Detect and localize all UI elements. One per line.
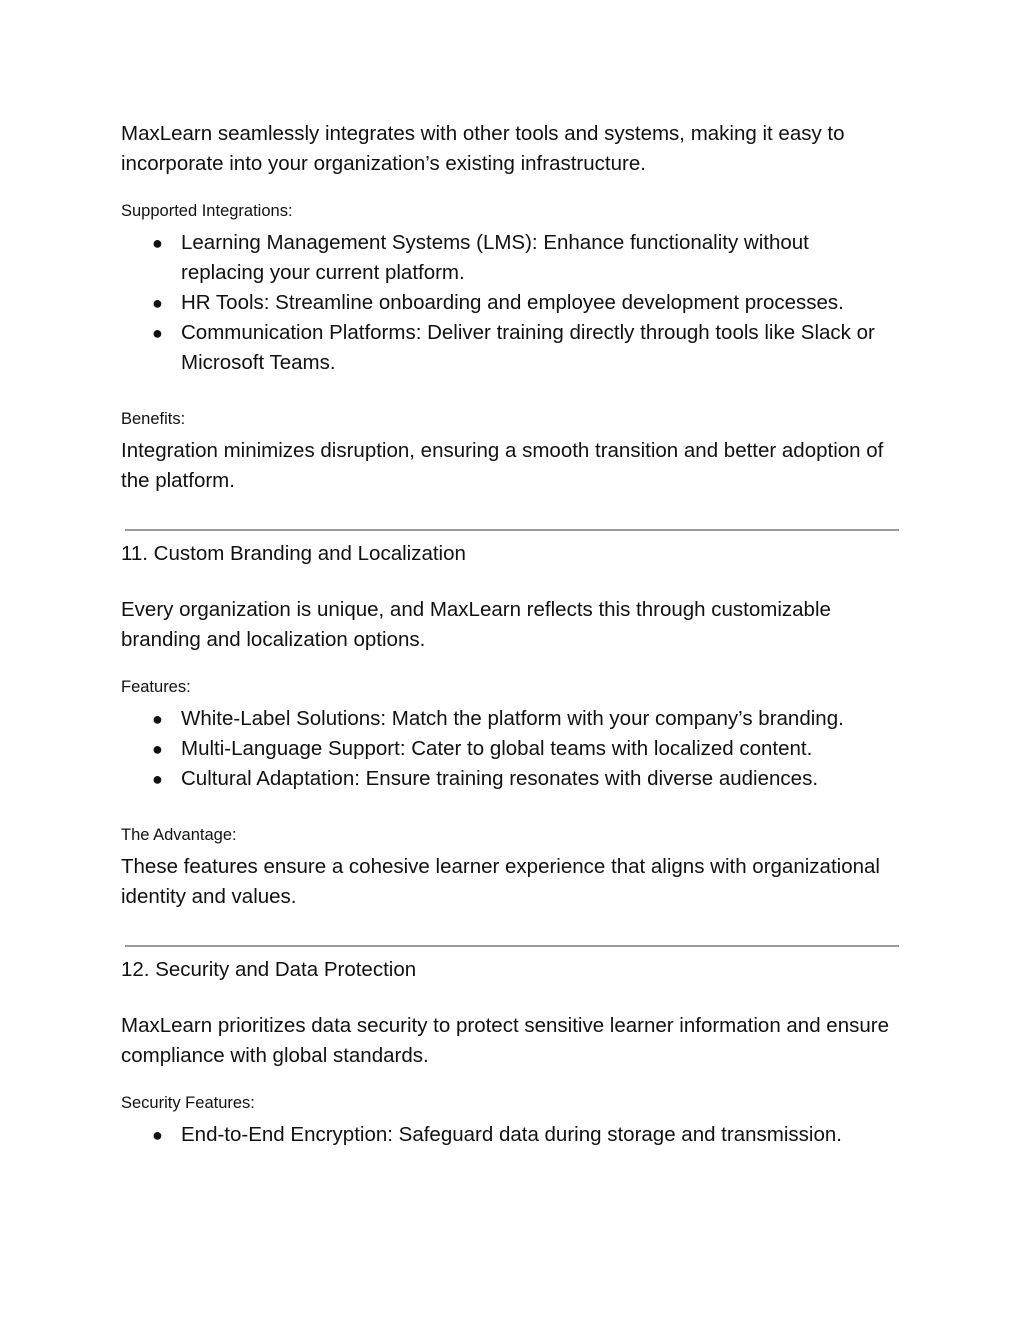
section-divider <box>125 945 899 947</box>
section-divider <box>125 529 899 531</box>
bullet-icon: ● <box>152 293 163 313</box>
features-label: Features: <box>121 678 191 696</box>
list-item <box>0 704 881 734</box>
benefits-paragraph: Integration minimizes disruption, ensuring a smooth transition and better adoption of the platform. <box>121 439 884 492</box>
advantage-label: The Advantage: <box>121 826 237 844</box>
advantage-paragraph: These features ensure a cohesive learner experience that aligns with organizational identity and values. <box>121 855 880 908</box>
list-item-text: HR Tools: Streamline onboarding and employee development processes. <box>181 291 844 314</box>
list-item <box>0 228 881 288</box>
bullet-icon: ● <box>152 233 163 253</box>
list-item <box>0 288 881 318</box>
bullet-icon: ● <box>152 1125 163 1145</box>
security-features-label: Security Features: <box>121 1094 255 1112</box>
integrations-list <box>0 228 1024 378</box>
branding-intro-paragraph: Every organization is unique, and MaxLearn reflects this through customizable branding and localization options. <box>121 598 831 651</box>
features-list <box>0 704 1024 794</box>
list-item <box>0 318 881 378</box>
section-heading-11: 11. Custom Branding and Localization <box>121 542 466 565</box>
security-intro-paragraph: MaxLearn prioritizes data security to protect sensitive learner information and ensure compliance with global standards. <box>121 1014 889 1067</box>
list-item-text: End-to-End Encryption: Safeguard data during storage and transmission. <box>181 1123 842 1146</box>
supported-integrations-label: Supported Integrations: <box>121 202 293 220</box>
bullet-icon: ● <box>152 769 163 789</box>
security-features-list <box>0 1120 1024 1150</box>
section-heading-12: 12. Security and Data Protection <box>121 958 417 981</box>
list-item-text: Communication Platforms: Deliver training directly through tools like Slack or Microsoft Teams. <box>181 321 875 374</box>
list-item <box>0 734 881 764</box>
bullet-icon: ● <box>152 323 163 343</box>
list-item-text: Cultural Adaptation: Ensure training resonates with diverse audiences. <box>181 767 819 790</box>
bullet-icon: ● <box>152 739 163 759</box>
bullet-icon: ● <box>152 709 163 729</box>
list-item-text: Multi-Language Support: Cater to global teams with localized content. <box>181 737 813 760</box>
list-item <box>0 1120 881 1150</box>
benefits-label: Benefits: <box>121 410 186 428</box>
list-item-text: Learning Management Systems (LMS): Enhance functionality without replacing your current platform. <box>181 231 809 284</box>
integration-intro-paragraph: MaxLearn seamlessly integrates with other tools and systems, making it easy to incorporate into your organization’s existing infrastructure. <box>121 122 845 175</box>
list-item-text: White-Label Solutions: Match the platform with your company’s branding. <box>181 707 844 730</box>
list-item <box>0 764 881 794</box>
